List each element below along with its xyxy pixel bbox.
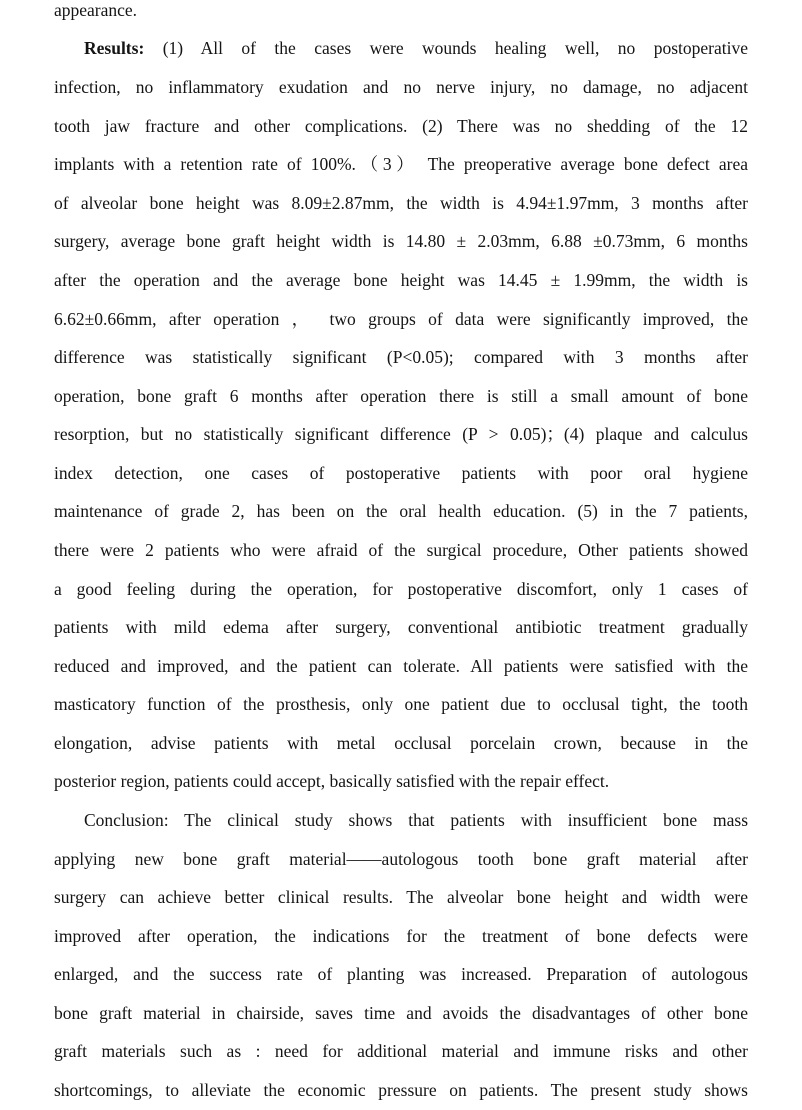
results-line: there were 2 patients who were afraid of the surgical procedure, Other patients showed bbox=[54, 540, 748, 560]
conclusion-line: bone graft material in chairside, saves time and avoids the disadvantages of other bone bbox=[54, 1003, 748, 1023]
results-line: tooth jaw fracture and other complications. (2) There was no shedding of the 12 bbox=[54, 116, 748, 136]
results-line-text: (1) All of the cases were wounds healing well, no postoperative bbox=[162, 38, 748, 58]
conclusion-line: enlarged, and the success rate of planting was increased. Preparation of autologous bbox=[54, 964, 748, 984]
results-line: masticatory function of the prosthesis, only one patient due to occlusal tight, the tooth bbox=[54, 694, 748, 714]
results-line: posterior region, patients could accept, basically satisfied with the repair effect. bbox=[54, 771, 610, 791]
conclusion-line: Conclusion: The clinical study shows that patients with insufficient bone mass bbox=[84, 810, 748, 830]
conclusion-line: applying new bone graft material——autologous tooth bone graft material after bbox=[54, 849, 748, 869]
results-line: operation, bone graft 6 months after operation there is still a small amount of bone bbox=[54, 386, 748, 406]
conclusion-line: surgery can achieve better clinical results. The alveolar bone height and width were bbox=[54, 887, 748, 907]
results-line: resorption, but no statistically significant difference (P > 0.05)；(4) plaque and calculus bbox=[54, 424, 748, 444]
results-line: index detection, one cases of postoperative patients with poor oral hygiene bbox=[54, 463, 748, 483]
results-line: 6.62±0.66mm, after operation ， two groups of data were significantly improved, the bbox=[54, 309, 748, 329]
results-line: elongation, advise patients with metal occlusal porcelain crown, because in the bbox=[54, 733, 748, 753]
results-label: Results: bbox=[84, 38, 145, 58]
results-line: patients with mild edema after surgery, conventional antibiotic treatment gradually bbox=[54, 617, 748, 637]
conclusion-line: graft materials such as : need for additional material and immune risks and other bbox=[54, 1041, 748, 1061]
results-line bbox=[84, 36, 748, 60]
conclusion-line: shortcomings, to alleviate the economic pressure on patients. The present study shows bbox=[54, 1080, 748, 1100]
results-line: of alveolar bone height was 8.09±2.87mm, the width is 4.94±1.97mm, 3 months after bbox=[54, 193, 748, 213]
results-line: surgery, average bone graft height width is 14.80 ± 2.03mm, 6.88 ±0.73mm, 6 months bbox=[54, 231, 748, 251]
results-line: after the operation and the average bone height was 14.45 ± 1.99mm, the width is bbox=[54, 270, 748, 290]
results-line: implants with a retention rate of 100%.（3） The preoperative average bone defect area bbox=[54, 154, 748, 174]
results-line: difference was statistically significant (P<0.05); compared with 3 months after bbox=[54, 347, 748, 367]
results-line: reduced and improved, and the patient can tolerate. All patients were satisfied with the bbox=[54, 656, 748, 676]
results-line: infection, no inflammatory exudation and no nerve injury, no damage, no adjacent bbox=[54, 77, 748, 97]
results-line: maintenance of grade 2, has been on the oral health education. (5) in the 7 patients, bbox=[54, 501, 748, 521]
conclusion-line: improved after operation, the indications for the treatment of bone defects were bbox=[54, 926, 748, 946]
carry-over-line: appearance. bbox=[54, 0, 138, 20]
results-line: a good feeling during the operation, for postoperative discomfort, only 1 cases of bbox=[54, 579, 748, 599]
